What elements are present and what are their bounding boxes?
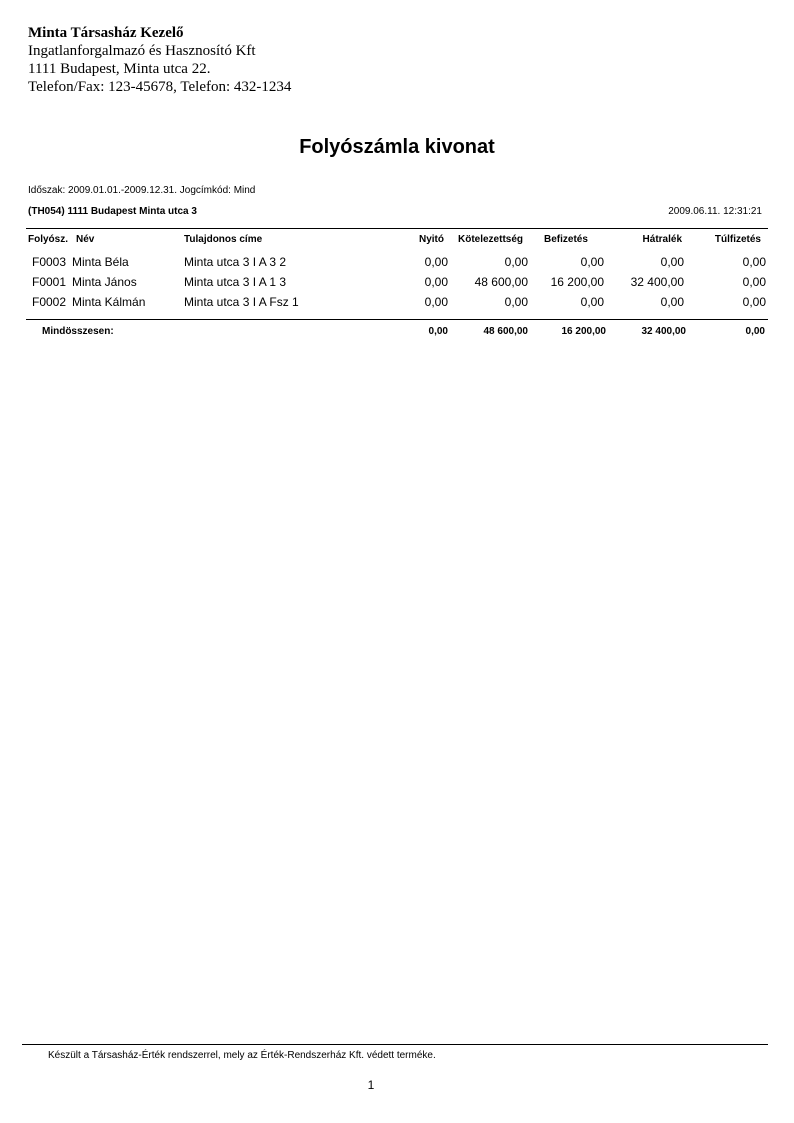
cell-account: F0002 [32, 295, 67, 309]
col-header-obligation: Kötelezettség [458, 234, 524, 245]
total-opening: 0,00 [428, 326, 448, 337]
footer-divider [22, 1044, 768, 1045]
cell-arrears: 0,00 [660, 295, 684, 309]
col-header-payment: Befizetés [544, 234, 588, 245]
cell-arrears: 32 400,00 [630, 275, 684, 289]
company-address: 1111 Budapest, Minta utca 22. [28, 61, 211, 77]
cell-name: Minta János [72, 275, 137, 289]
report-timestamp: 2009.06.11. 12:31:21 [668, 206, 762, 217]
company-phone: Telefon/Fax: 123-45678, Telefon: 432-1234 [28, 79, 292, 95]
total-arrears: 32 400,00 [641, 326, 686, 337]
cell-overpayment: 0,00 [742, 255, 766, 269]
total-obligation: 48 600,00 [483, 326, 528, 337]
cell-overpayment: 0,00 [742, 295, 766, 309]
col-header-opening: Nyitó [419, 234, 444, 245]
total-payment: 16 200,00 [561, 326, 606, 337]
company-subtitle: Ingatlanforgalmazó és Hasznosító Kft [28, 43, 256, 59]
cell-name: Minta Béla [72, 255, 129, 269]
cell-payment: 0,00 [580, 295, 604, 309]
cell-obligation: 48 600,00 [474, 275, 528, 289]
col-header-name: Név [76, 234, 95, 245]
col-header-account: Folyósz. [28, 234, 69, 245]
col-header-overpayment: Túlfizetés [714, 234, 761, 245]
cell-arrears: 0,00 [660, 255, 684, 269]
cell-account: F0003 [32, 255, 67, 269]
cell-overpayment: 0,00 [742, 275, 766, 289]
cell-obligation: 0,00 [504, 255, 528, 269]
company-name: Minta Társasház Kezelő [28, 25, 184, 41]
cell-opening: 0,00 [424, 255, 448, 269]
cell-obligation: 0,00 [504, 295, 528, 309]
cell-account: F0001 [32, 275, 67, 289]
cell-opening: 0,00 [424, 295, 448, 309]
cell-payment: 0,00 [580, 255, 604, 269]
cell-name: Minta Kálmán [72, 295, 146, 309]
cell-payment: 16 200,00 [550, 275, 604, 289]
cell-address: Minta utca 3 I A 1 3 [184, 275, 287, 289]
page-number: 1 [367, 1078, 375, 1092]
total-overpayment: 0,00 [745, 326, 765, 337]
report-period: Időszak: 2009.01.01.-2009.12.31. Jogcímkód: Mind [28, 185, 256, 196]
totals-divider [26, 319, 768, 320]
col-header-address: Tulajdonos címe [184, 234, 263, 245]
company-header [28, 24, 291, 96]
cell-opening: 0,00 [424, 275, 448, 289]
header-divider [26, 228, 768, 229]
report-title: Folyószámla kivonat [299, 136, 495, 158]
footer-note: Készült a Társasház-Érték rendszerrel, mely az Érték-Rendszerház Kft. védett terméke. [48, 1050, 436, 1061]
cell-address: Minta utca 3 I A 3 2 [184, 255, 287, 269]
totals-label: Mindösszesen: [42, 326, 114, 337]
cell-address: Minta utca 3 I A Fsz 1 [184, 295, 299, 309]
col-header-arrears: Hátralék [642, 234, 682, 245]
building-label: (TH054) 1111 Budapest Minta utca 3 [28, 206, 197, 217]
